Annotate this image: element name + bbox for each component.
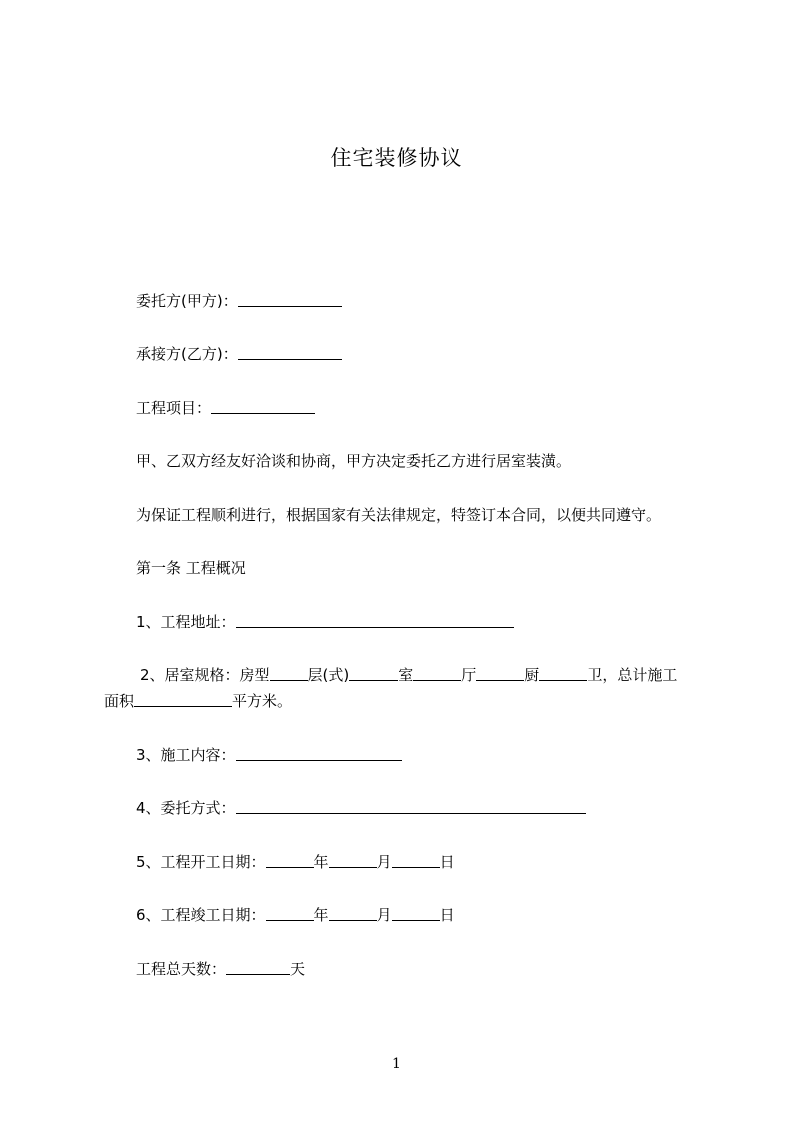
page-number: 1 — [392, 1056, 401, 1072]
item-5-line — [136, 852, 455, 872]
party-a-blank[interactable] — [238, 292, 342, 307]
end-month-blank[interactable] — [329, 906, 377, 921]
item-3-label: 3、施工内容： — [136, 746, 236, 764]
item-3-line — [136, 745, 402, 765]
area-blank[interactable] — [134, 692, 232, 707]
intro-paragraph-1: 甲、乙双方经友好洽谈和协商，甲方决定委托乙方进行居室装潢。 — [136, 452, 572, 470]
halls-blank[interactable] — [413, 666, 461, 681]
item-1-line — [136, 612, 514, 632]
construction-content-blank[interactable] — [236, 746, 402, 761]
item-2-area-prefix: 面积 — [104, 692, 135, 710]
article-1-heading: 第一条 工程概况 — [136, 559, 246, 577]
party-b-line — [136, 344, 342, 364]
item-2-area-unit: 平方米。 — [232, 692, 293, 710]
start-day-blank[interactable] — [392, 853, 440, 868]
commission-method-blank[interactable] — [236, 799, 586, 814]
total-days-blank[interactable] — [226, 960, 290, 975]
project-blank[interactable] — [211, 399, 315, 414]
total-days-label: 工程总天数： — [136, 960, 227, 978]
baths-blank[interactable] — [539, 666, 587, 681]
party-a-label: 委托方(甲方)： — [136, 292, 238, 310]
item-6-year: 年 — [313, 906, 329, 924]
item-6-day: 日 — [439, 906, 455, 924]
end-day-blank[interactable] — [392, 906, 440, 921]
item-5-month: 月 — [376, 853, 392, 871]
item-5-day: 日 — [439, 853, 455, 871]
document-title: 住宅装修协议 — [330, 146, 463, 170]
item-6-label: 6、工程竣工日期： — [136, 906, 266, 924]
item-2-bath-total: 卫，总计施工 — [587, 666, 678, 684]
party-b-label: 承接方(乙方)： — [136, 345, 238, 363]
item-2-kitchen: 厨 — [524, 666, 540, 684]
party-a-line — [136, 291, 342, 311]
item-2-room: 室 — [398, 666, 414, 684]
item-1-label: 1、工程地址： — [136, 613, 236, 631]
item-5-year: 年 — [313, 853, 329, 871]
project-line — [136, 398, 315, 418]
item-4-label: 4、委托方式： — [136, 799, 236, 817]
total-days-unit: 天 — [290, 960, 306, 978]
layout-type-blank[interactable] — [270, 666, 308, 681]
item-2-floor: 层(式) — [307, 666, 350, 684]
end-year-blank[interactable] — [266, 906, 314, 921]
item-4-line — [136, 798, 586, 818]
address-blank[interactable] — [236, 613, 514, 628]
item-6-line — [136, 905, 455, 925]
party-b-blank[interactable] — [238, 345, 342, 360]
start-year-blank[interactable] — [266, 853, 314, 868]
item-6-month: 月 — [376, 906, 392, 924]
total-days-line — [136, 959, 305, 979]
project-label: 工程项目： — [136, 399, 212, 417]
item-2-line-continued — [104, 691, 292, 711]
item-5-label: 5、工程开工日期： — [136, 853, 266, 871]
kitchens-blank[interactable] — [476, 666, 524, 681]
rooms-blank[interactable] — [349, 666, 398, 681]
start-month-blank[interactable] — [329, 853, 377, 868]
intro-paragraph-2: 为保证工程顺利进行，根据国家有关法律规定，特签订本合同，以便共同遵守。 — [136, 506, 662, 524]
item-2-line — [140, 665, 677, 685]
item-2-prefix: 2、居室规格：房型 — [140, 666, 270, 684]
item-2-hall: 厅 — [461, 666, 477, 684]
